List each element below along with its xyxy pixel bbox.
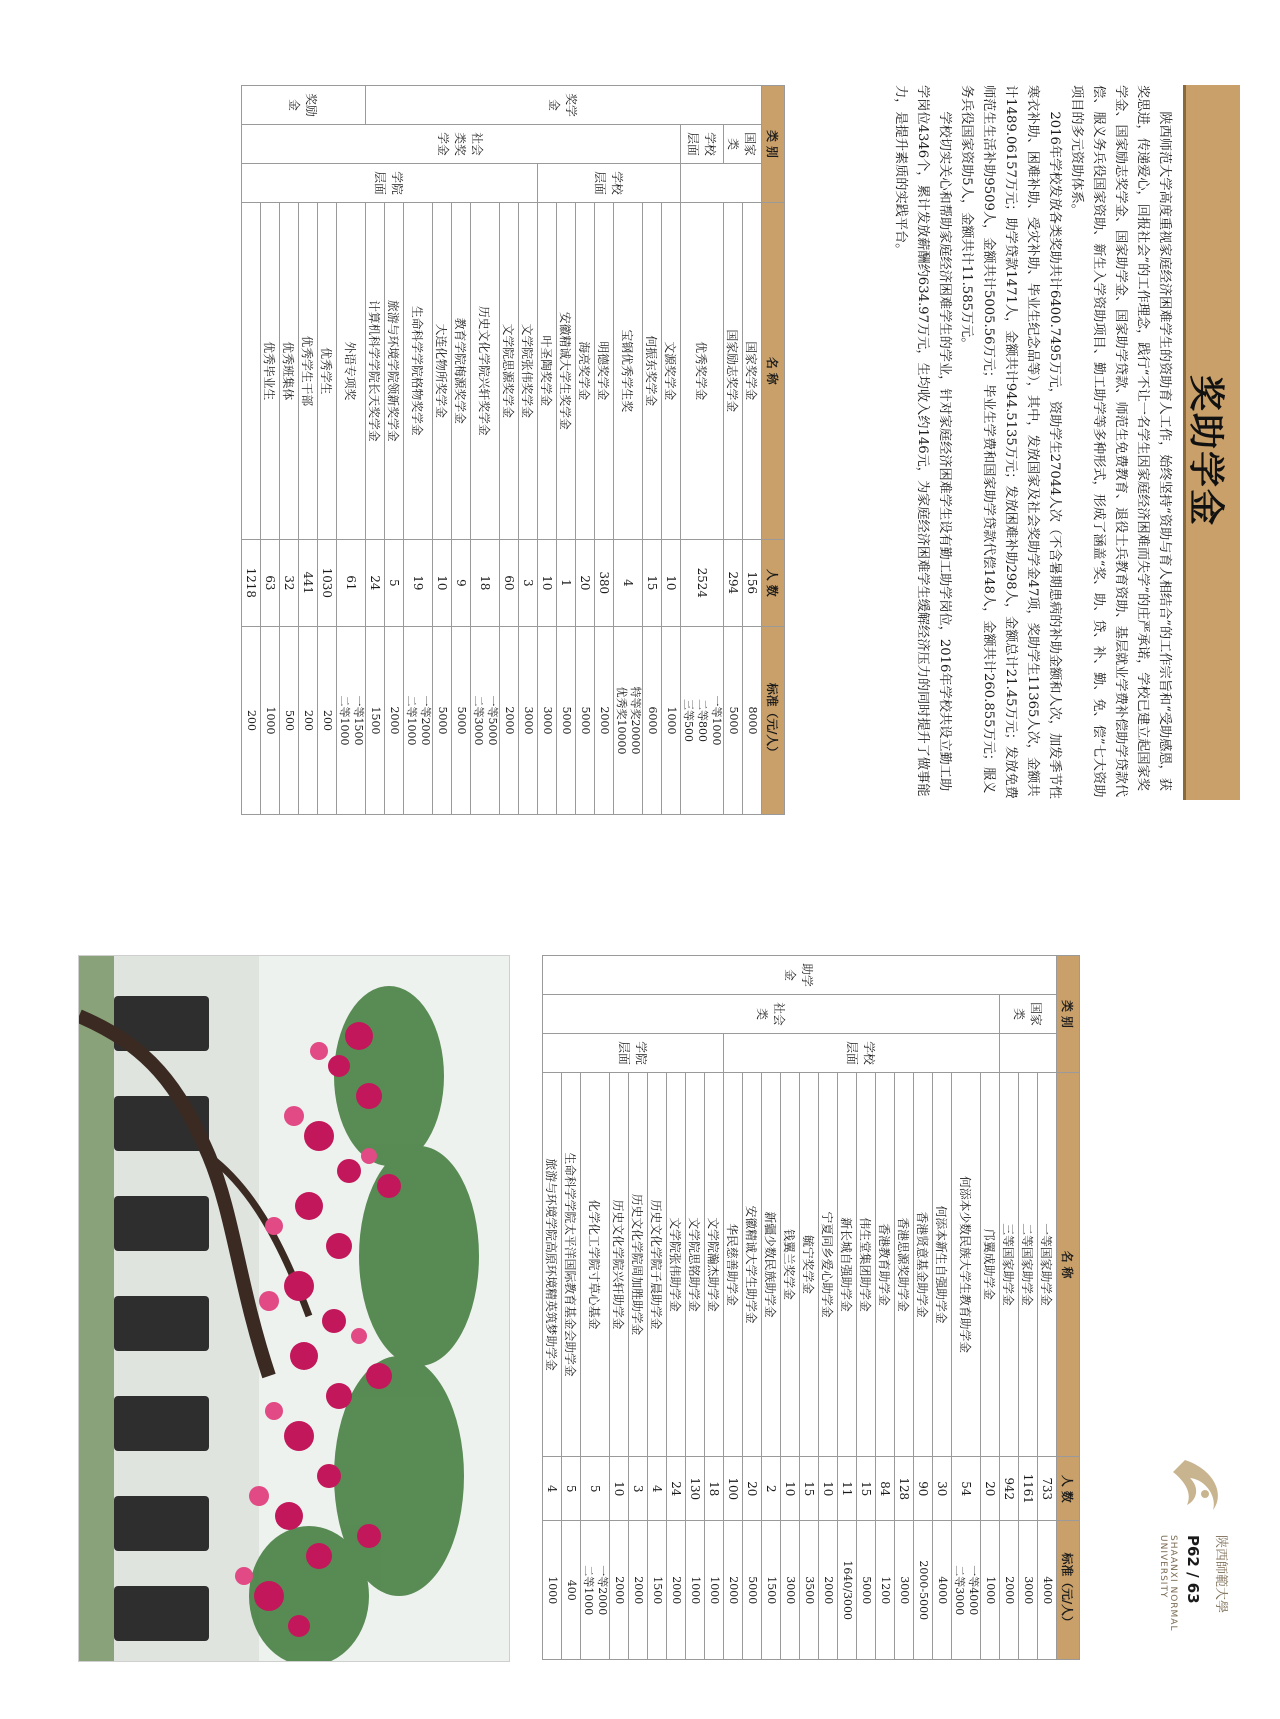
standard-value: 8000 bbox=[746, 706, 759, 735]
item-name: 伟生堂集团助学金 bbox=[857, 1073, 876, 1457]
category-cell: 学院层面 bbox=[242, 164, 538, 203]
category-cell: 社会类 bbox=[543, 995, 1000, 1034]
intro-paragraph: 陕西师范大学高度重视家庭经济困难学生的资助育人工作，始终坚持“资助与育人相结合”的工作宗旨和“受助感恩，获奖思进，传递爱心，回报社会”的工作理念，践行“不让一名学生因家庭经济困难而失学”的庄严承诺，学校已建立起国家奖学金、国家励志奖学金、国家助学金、国家助学贷款、师范生免费教育、退役士兵教育资助、基层就业学费补偿助学贷款代偿、服义务兵役国家资助、新生入学资助项目、勤工助学等多种形式，形成了涵盖“奖、助、贷、补、勤、免、偿”七大资助项目的多元资助体系。 bbox=[1069, 85, 1172, 798]
standard-value: 二等1000 bbox=[405, 695, 418, 746]
item-count: 3 bbox=[519, 539, 538, 626]
standard-value: 200 bbox=[302, 709, 315, 731]
item-count: 10 bbox=[538, 539, 557, 626]
item-name: 新长城自强助学金 bbox=[838, 1073, 857, 1457]
item-standard bbox=[500, 626, 519, 814]
item-standard bbox=[819, 1521, 838, 1660]
category-cell: 学校层面 bbox=[538, 164, 681, 203]
table-row bbox=[662, 86, 681, 815]
item-count: 10 bbox=[433, 539, 452, 626]
standard-value: 3000 bbox=[522, 706, 535, 735]
standard-value: 特等奖20000 bbox=[629, 686, 642, 755]
item-standard bbox=[643, 626, 662, 814]
standard-value: 6000 bbox=[646, 706, 659, 735]
item-name: 文学院思源奖学金 bbox=[500, 203, 519, 540]
item-count: 294 bbox=[724, 539, 743, 626]
item-count: 20 bbox=[981, 1457, 1000, 1521]
item-count: 18 bbox=[471, 539, 500, 626]
item-name: 安徽精诚大学生奖学金 bbox=[557, 203, 576, 540]
item-standard bbox=[705, 1521, 724, 1660]
standard-value: 200 bbox=[245, 709, 258, 731]
item-standard bbox=[743, 1521, 762, 1660]
standard-value: 二等3000 bbox=[472, 695, 485, 746]
item-count: 5 bbox=[581, 1457, 610, 1521]
item-name: 优秀奖学金 bbox=[681, 203, 724, 540]
item-count: 10 bbox=[610, 1457, 629, 1521]
item-count: 54 bbox=[952, 1457, 981, 1521]
item-standard bbox=[1000, 1521, 1019, 1660]
item-count: 942 bbox=[1000, 1457, 1019, 1521]
item-count: 4 bbox=[614, 539, 643, 626]
item-standard bbox=[743, 626, 762, 814]
standard-value: 2000 bbox=[503, 706, 516, 735]
item-name: 新疆少数民族助学金 bbox=[762, 1073, 781, 1457]
item-name: 文学院张伟助学金 bbox=[667, 1073, 686, 1457]
standard-value: 二等1000 bbox=[338, 695, 351, 746]
grant-table bbox=[542, 955, 1080, 1660]
item-standard bbox=[724, 626, 743, 814]
item-count: 1218 bbox=[242, 539, 261, 626]
item-standard bbox=[543, 1521, 562, 1660]
item-count: 2524 bbox=[681, 539, 724, 626]
item-standard bbox=[519, 626, 538, 814]
standard-value: 500 bbox=[283, 709, 296, 731]
item-count: 130 bbox=[686, 1457, 705, 1521]
standard-value: 1000 bbox=[546, 1576, 559, 1605]
item-standard bbox=[662, 626, 681, 814]
item-name: 文源奖学金 bbox=[662, 203, 681, 540]
item-count: 60 bbox=[500, 539, 519, 626]
item-name: 旅游与环境学院高原环境精英筑梦助学金 bbox=[543, 1073, 562, 1457]
category-cell: 社会类奖学金 bbox=[242, 125, 681, 164]
table-row bbox=[981, 956, 1000, 1660]
standard-value: 1640/3000 bbox=[841, 1560, 854, 1621]
standard-value: 5000 bbox=[455, 706, 468, 735]
standard-value: 5000 bbox=[436, 706, 449, 735]
item-count: 4 bbox=[543, 1457, 562, 1521]
item-name: 优秀毕业生 bbox=[261, 203, 280, 540]
item-count: 733 bbox=[1038, 1457, 1057, 1521]
standard-value: 2000 bbox=[822, 1576, 835, 1605]
standard-value: 5000 bbox=[860, 1576, 873, 1605]
item-count: 24 bbox=[667, 1457, 686, 1521]
item-name: 计算机科学学院长天奖学金 bbox=[366, 203, 385, 540]
blossom-photo bbox=[78, 955, 510, 1662]
item-standard bbox=[385, 626, 404, 814]
item-standard bbox=[610, 1521, 629, 1660]
item-count: 19 bbox=[404, 539, 433, 626]
item-name: 毓宁奖学金 bbox=[800, 1073, 819, 1457]
footer-logo bbox=[1150, 1430, 1240, 1670]
category-cell: 学校层面 bbox=[724, 1034, 1000, 1073]
standard-value: 5000 bbox=[727, 706, 740, 735]
item-name: 化学化工学院寸草心基金 bbox=[581, 1073, 610, 1457]
standard-value: 1000 bbox=[689, 1576, 702, 1605]
table-header-row bbox=[1057, 956, 1080, 1660]
item-name: 外语专项奖 bbox=[337, 203, 366, 540]
item-name: 明德奖学金 bbox=[595, 203, 614, 540]
item-standard bbox=[1038, 1521, 1057, 1660]
item-count: 5 bbox=[385, 539, 404, 626]
standard-value: 3000 bbox=[898, 1576, 911, 1605]
item-name: 生命科学学院太平洋国际教育基金会助学金 bbox=[562, 1073, 581, 1457]
item-standard bbox=[538, 626, 557, 814]
standard-value: 一等4000 bbox=[967, 1565, 980, 1616]
item-name: 叶圣陶奖学金 bbox=[538, 203, 557, 540]
item-standard bbox=[895, 1521, 914, 1660]
item-standard bbox=[557, 626, 576, 814]
standard-value: 5000 bbox=[746, 1576, 759, 1605]
item-standard bbox=[838, 1521, 857, 1660]
standard-value: 3000 bbox=[541, 706, 554, 735]
header-standard: 标准（元/人） bbox=[762, 626, 785, 814]
table-row bbox=[519, 86, 538, 815]
item-name: 优秀学生 bbox=[318, 203, 337, 540]
standard-value: 二等800 bbox=[696, 698, 709, 742]
standard-value: 优秀奖10000 bbox=[615, 686, 628, 755]
item-standard bbox=[781, 1521, 800, 1660]
item-name: 何添本少数民族大学生教育助学金 bbox=[952, 1073, 981, 1457]
item-name: 生命科学学院格物奖学金 bbox=[404, 203, 433, 540]
header-standard: 标准（元/人） bbox=[1057, 1521, 1080, 1660]
standard-value: 2000 bbox=[613, 1576, 626, 1605]
scholarship-table bbox=[241, 85, 785, 815]
standard-value: 一等1500 bbox=[352, 695, 365, 746]
item-name: 文学院思铭助学金 bbox=[686, 1073, 705, 1457]
item-count: 1 bbox=[557, 539, 576, 626]
intro-text bbox=[889, 85, 1175, 800]
item-count: 20 bbox=[743, 1457, 762, 1521]
item-standard bbox=[562, 1521, 581, 1660]
item-count: 32 bbox=[280, 539, 299, 626]
item-name: 二等国家助学金 bbox=[1019, 1073, 1038, 1457]
item-count: 1030 bbox=[318, 539, 337, 626]
item-standard bbox=[876, 1521, 895, 1660]
university-name-cn: 陕西師範大學 bbox=[1213, 1535, 1228, 1614]
item-name: 邝翼成助学金 bbox=[981, 1073, 1000, 1457]
standard-value: 2000-5000 bbox=[917, 1560, 930, 1621]
table-header-row bbox=[762, 86, 785, 815]
item-name: 宁夏同乡爱心助学金 bbox=[819, 1073, 838, 1457]
item-name: 优秀学生干部 bbox=[299, 203, 318, 540]
item-name: 文学院张伟奖学金 bbox=[519, 203, 538, 540]
item-name: 大连化物所奖学金 bbox=[433, 203, 452, 540]
standard-value: 一等1000 bbox=[710, 695, 723, 746]
item-standard bbox=[261, 626, 280, 814]
item-standard bbox=[981, 1521, 1000, 1660]
item-standard bbox=[280, 626, 299, 814]
standard-value: 4000 bbox=[1041, 1576, 1054, 1605]
item-count: 1161 bbox=[1019, 1457, 1038, 1521]
standard-value: 2000 bbox=[727, 1576, 740, 1605]
item-count: 128 bbox=[895, 1457, 914, 1521]
category-cell bbox=[681, 164, 762, 203]
standard-value: 200 bbox=[321, 709, 334, 731]
item-standard bbox=[452, 626, 471, 814]
item-name: 香港思源奖助学金 bbox=[895, 1073, 914, 1457]
item-standard bbox=[242, 626, 261, 814]
standard-value: 1200 bbox=[879, 1576, 892, 1605]
title-bar bbox=[1183, 85, 1240, 800]
item-count: 18 bbox=[705, 1457, 724, 1521]
category-cell: 国家类 bbox=[1000, 995, 1057, 1034]
item-count: 2 bbox=[762, 1457, 781, 1521]
standard-value: 一等5000 bbox=[486, 695, 499, 746]
item-name: 宝钢优秀学生奖 bbox=[614, 203, 643, 540]
item-count: 30 bbox=[933, 1457, 952, 1521]
item-standard bbox=[933, 1521, 952, 1660]
item-standard bbox=[318, 626, 337, 814]
item-standard bbox=[595, 626, 614, 814]
standard-value: 5000 bbox=[579, 706, 592, 735]
item-count: 5 bbox=[562, 1457, 581, 1521]
item-count: 10 bbox=[662, 539, 681, 626]
header-name: 名 称 bbox=[762, 203, 785, 540]
item-count: 15 bbox=[643, 539, 662, 626]
item-name: 文学院瀚杰助学金 bbox=[705, 1073, 724, 1457]
standard-value: 1000 bbox=[984, 1576, 997, 1605]
item-count: 11 bbox=[838, 1457, 857, 1521]
category-cell: 奖励金 bbox=[242, 86, 366, 125]
item-count: 4 bbox=[648, 1457, 667, 1521]
item-standard bbox=[299, 626, 318, 814]
item-count: 61 bbox=[337, 539, 366, 626]
standard-value: 一等2000 bbox=[419, 695, 432, 746]
item-name: 钱翼兰奖学金 bbox=[781, 1073, 800, 1457]
item-count: 10 bbox=[781, 1457, 800, 1521]
standard-value: 二等1000 bbox=[582, 1565, 595, 1616]
standard-value: 1000 bbox=[264, 706, 277, 735]
intro-paragraph: 2016年学校发放各类奖助共计6400.7495万元，资助学生27044人次（不含暑期患病的补助金额和人次，加发季节性寒衣补助、困难补助、受灾补助、毕业生纪念品等），其中，发放国家及社会奖助学金47项，奖助学生11365人次，金额共计1489.06157万元；助学贷款1471人，金额共计944.5135万元；发放困难补助298人，金额总计21.45万元；发放免费师范生生活补助9509人，金额共计5005.56万元；毕业生学费和国家助学贷款代偿148人，金额共计260.855万元；服义务兵役国家资助5人，金额共计11.585万元。 bbox=[959, 85, 1062, 799]
item-standard bbox=[952, 1521, 981, 1660]
item-name: 一等国家助学金 bbox=[1038, 1073, 1057, 1457]
page-title: 奖助学金 bbox=[1185, 375, 1227, 528]
standard-value: 3000 bbox=[1022, 1576, 1035, 1605]
item-standard bbox=[724, 1521, 743, 1660]
item-count: 63 bbox=[261, 539, 280, 626]
item-name: 何添本新生自强助学金 bbox=[933, 1073, 952, 1457]
header-category: 类 别 bbox=[1057, 956, 1080, 1073]
item-standard bbox=[433, 626, 452, 814]
item-name: 国家奖学金 bbox=[743, 203, 762, 540]
item-count: 100 bbox=[724, 1457, 743, 1521]
item-standard bbox=[857, 1521, 876, 1660]
item-standard bbox=[404, 626, 433, 814]
item-count: 3 bbox=[629, 1457, 648, 1521]
item-name: 海亮奖学金 bbox=[576, 203, 595, 540]
item-name: 安徽精诚大学生助学金 bbox=[743, 1073, 762, 1457]
standard-value: 2000 bbox=[670, 1576, 683, 1605]
standard-value: 二等3000 bbox=[953, 1565, 966, 1616]
item-name: 历史文化学院兴轩奖学金 bbox=[471, 203, 500, 540]
page-number: P62 / 63 bbox=[1184, 1535, 1202, 1604]
university-name-en: SHAANXI NORMAL UNIVERSITY bbox=[1158, 1535, 1178, 1632]
item-standard bbox=[471, 626, 500, 814]
item-standard bbox=[686, 1521, 705, 1660]
item-standard bbox=[667, 1521, 686, 1660]
standard-value: 2000 bbox=[1003, 1576, 1016, 1605]
item-name: 旅游与环境学院领新奖学金 bbox=[385, 203, 404, 540]
item-standard bbox=[1019, 1521, 1038, 1660]
standard-value: 400 bbox=[565, 1579, 578, 1601]
university-logo-icon bbox=[1165, 1450, 1235, 1520]
header-category: 类 别 bbox=[762, 86, 785, 203]
item-name: 历史文化学院子晨助学金 bbox=[648, 1073, 667, 1457]
item-name: 华民慈善助学金 bbox=[724, 1073, 743, 1457]
item-standard bbox=[366, 626, 385, 814]
standard-value: 3500 bbox=[803, 1576, 816, 1605]
standard-value: 3000 bbox=[784, 1576, 797, 1605]
standard-value: 1500 bbox=[369, 706, 382, 735]
item-name: 何振东奖学金 bbox=[643, 203, 662, 540]
item-name: 香港贤意基金助学金 bbox=[914, 1073, 933, 1457]
item-count: 10 bbox=[819, 1457, 838, 1521]
item-name: 优秀班集体 bbox=[280, 203, 299, 540]
item-name: 三等国家助学金 bbox=[1000, 1073, 1019, 1457]
category-cell: 学院层面 bbox=[543, 1034, 724, 1073]
category-cell: 学校层面 bbox=[681, 125, 724, 164]
standard-value: 1500 bbox=[651, 1576, 664, 1605]
item-standard bbox=[914, 1521, 933, 1660]
standard-value: 三等500 bbox=[682, 698, 695, 742]
table-row bbox=[1038, 956, 1057, 1660]
table-row bbox=[705, 956, 724, 1660]
item-standard bbox=[614, 626, 643, 814]
item-standard bbox=[800, 1521, 819, 1660]
standard-value: 1000 bbox=[665, 706, 678, 735]
intro-paragraph: 学校切实关心和帮助家庭经济困难学生的学业，针对家庭经济困难学生设有勤工助学岗位，2016年学校共设立勤工助学岗位4346个，累计发放薪酬约634.97万元，生均收入约146元，为家庭经济困难学生缓解经济压力的同时提升了做事能力，是提升素质的实践平台。 bbox=[893, 85, 952, 797]
item-standard bbox=[681, 626, 724, 814]
item-count: 156 bbox=[743, 539, 762, 626]
item-standard bbox=[576, 626, 595, 814]
item-count: 15 bbox=[857, 1457, 876, 1521]
item-count: 90 bbox=[914, 1457, 933, 1521]
category-cell: 国家类 bbox=[724, 125, 762, 164]
category-cell bbox=[1000, 1034, 1057, 1073]
category-cell: 助学金 bbox=[543, 956, 1057, 995]
item-count: 24 bbox=[366, 539, 385, 626]
item-count: 15 bbox=[800, 1457, 819, 1521]
item-name bbox=[242, 203, 261, 540]
item-standard bbox=[581, 1521, 610, 1660]
item-count: 9 bbox=[452, 539, 471, 626]
standard-value: 4000 bbox=[936, 1576, 949, 1605]
item-name: 教育学院梅源奖学金 bbox=[452, 203, 471, 540]
header-count: 人 数 bbox=[762, 539, 785, 626]
item-name: 历史文化学院兴轩助学金 bbox=[610, 1073, 629, 1457]
standard-value: 2000 bbox=[388, 706, 401, 735]
item-count: 441 bbox=[299, 539, 318, 626]
item-standard bbox=[629, 1521, 648, 1660]
item-count: 20 bbox=[576, 539, 595, 626]
header-name: 名 称 bbox=[1057, 1073, 1080, 1457]
item-count: 84 bbox=[876, 1457, 895, 1521]
standard-value: 1500 bbox=[765, 1576, 778, 1605]
item-standard bbox=[648, 1521, 667, 1660]
item-name: 香港教育助学金 bbox=[876, 1073, 895, 1457]
item-standard bbox=[337, 626, 366, 814]
standard-value: 1000 bbox=[708, 1576, 721, 1605]
standard-value: 2000 bbox=[598, 706, 611, 735]
standard-value: 2000 bbox=[632, 1576, 645, 1605]
standard-value: 一等2000 bbox=[596, 1565, 609, 1616]
item-count: 380 bbox=[595, 539, 614, 626]
category-cell: 奖学金 bbox=[366, 86, 762, 125]
table-row bbox=[743, 86, 762, 815]
peach-blossom-image bbox=[79, 956, 509, 1661]
item-name: 国家励志奖学金 bbox=[724, 203, 743, 540]
header-count: 人 数 bbox=[1057, 1457, 1080, 1521]
item-name: 历史文化学院周加胜助学金 bbox=[629, 1073, 648, 1457]
item-standard bbox=[762, 1521, 781, 1660]
standard-value: 5000 bbox=[560, 706, 573, 735]
